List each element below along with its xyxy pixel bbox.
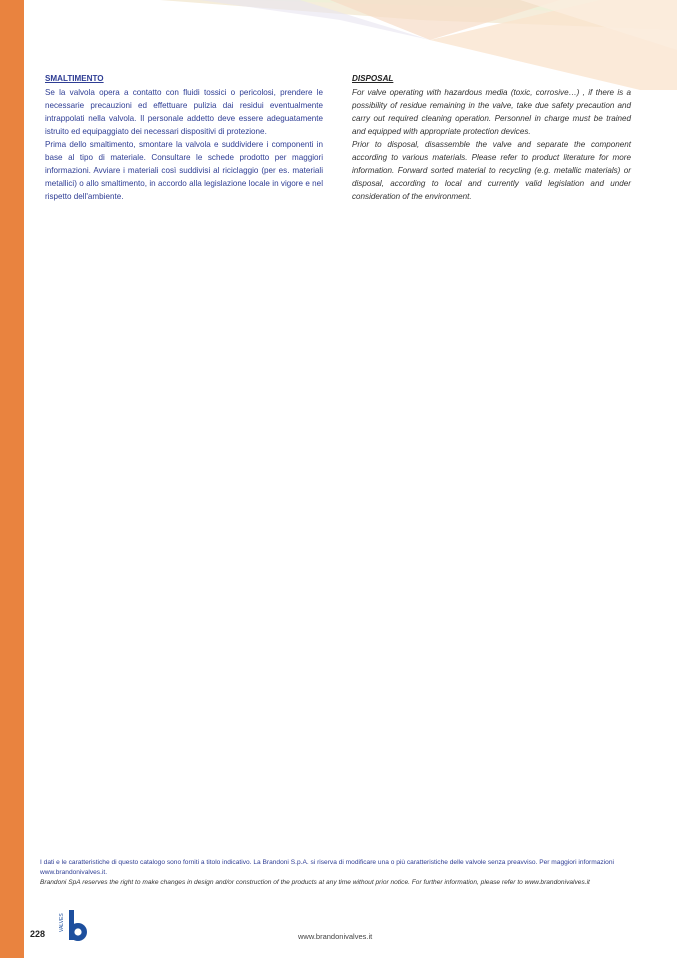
section-heading-en: DISPOSAL (352, 74, 394, 83)
italian-column (45, 72, 323, 203)
paragraph-en-1: For valve operating with hazardous media (toxic, corrosive…) , if there is a possibility of residue remaining in the valve, take due safety precaution and carry out required cleaning operation. Personnel in charge must be trained and equipped with appropriate protection devices. (352, 88, 631, 137)
paragraph-it-1: Se la valvola opera a contatto con fluidi tossici o pericolosi, prendere le necessarie precauzioni ed effettuare pulizia dai residui eventualmente intrappolati nella valvola. Il personale addetto deve essere adeguatamente istruito ed equipaggiato dei necessari dispositivi di protezione. (45, 88, 323, 137)
disclaimer-en: Brandoni SpA reserves the right to make changes in design and/or construction of the products at any time without prior notice. For further information, please refer to www.brandonivalves.it (40, 879, 590, 887)
svg-text:VALVES: VALVES (59, 913, 65, 932)
english-column (352, 72, 631, 203)
website-link[interactable]: www.brandonivalves.it (298, 932, 373, 941)
paragraph-en-2: Prior to disposal, disassemble the valve and separate the component according to various materials. Please refer to product literature for more information. Forward sorted material to recycling (e.g. metallic materials) or disposal, according to local and currently valid legislation and under consideration of the environment. (352, 140, 631, 202)
paragraph-it-2: Prima dello smaltimento, smontare la valvola e suddividere i componenti in base al tipo di materiale. Consultare le schede prodotto per maggiori informazioni. Avviare i materiali così suddivisi al riciclaggio (per es. materiali metallici) o allo smaltimento, in accordo alla legislazione locale in vigore e nel rispetto dell'ambiente. (45, 140, 323, 202)
disclaimer (40, 858, 650, 889)
section-heading-it: SMALTIMENTO (45, 74, 104, 83)
disclaimer-it: I dati e le caratteristiche di questo catalogo sono forniti a titolo indicativo. La Brandoni S.p.A. si riserva di modificare una o più caratteristiche delle valvole senza preavviso. Per maggiori informazioni www.brandonivalves.it. (40, 859, 614, 877)
brandoni-logo-icon (58, 908, 90, 944)
page-number: 228 (30, 929, 46, 939)
orange-sidebar (0, 0, 24, 958)
